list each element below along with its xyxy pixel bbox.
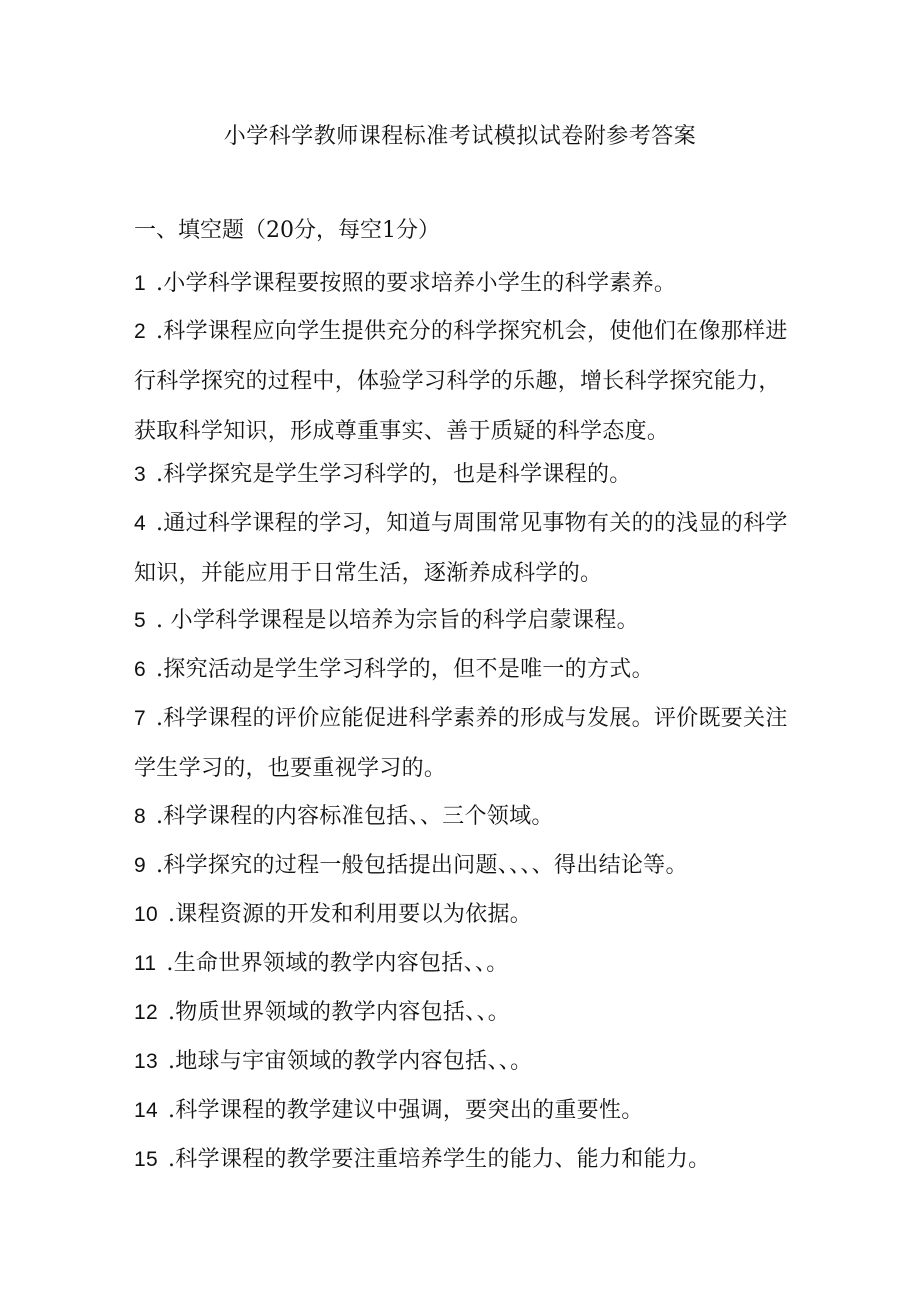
question-item	[134, 596, 794, 646]
question-text: .科学探究是学生学习科学的，也是科学课程的。	[155, 462, 632, 487]
question-number: 1	[134, 272, 146, 295]
question-number: 13	[134, 1050, 158, 1073]
question-item	[134, 259, 794, 309]
question-text: .通过科学课程的学习，知道与周围常见事物有关的的浅显的科学知识，并能应用于日常生活，逐渐养成科学的。	[134, 511, 788, 586]
question-item	[134, 841, 794, 891]
question-number: 5	[134, 609, 146, 632]
question-number: 2	[134, 320, 146, 343]
question-item	[134, 645, 794, 695]
question-number: 3	[134, 463, 146, 486]
question-number: 12	[134, 1001, 158, 1024]
question-item	[134, 890, 794, 940]
question-number: 6	[134, 658, 146, 681]
question-text: .探究活动是学生学习科学的，但不是唯一的方式。	[155, 657, 654, 682]
question-number: 7	[134, 707, 146, 730]
question-text: .科学课程应向学生提供充分的科学探究机会，使他们在像那样进行科学探究的过程中，体验学习科学的乐趣，增长科学探究能力，获取科学知识，形成尊重事实、善于质疑的科学态度。	[134, 319, 788, 444]
question-number: 8	[134, 805, 146, 828]
question-text: .科学探究的过程一般包括提出问题、、、、得出结论等。	[155, 853, 688, 878]
question-text: .小学科学课程要按照的要求培养小学生的科学素养。	[155, 271, 677, 296]
question-number: 4	[134, 512, 146, 535]
question-text: .地球与宇宙领域的教学内容包括、、。	[167, 1049, 533, 1074]
question-item	[134, 694, 794, 794]
question-text: .科学课程的教学建议中强调，要突出的重要性。	[167, 1098, 644, 1123]
question-item	[134, 939, 794, 989]
question-item	[134, 307, 794, 457]
question-text: .物质世界领域的教学内容包括、、。	[167, 1000, 511, 1025]
question-number: 11	[134, 952, 157, 975]
question-number: 9	[134, 854, 146, 877]
question-number: 15	[134, 1148, 158, 1171]
question-item	[134, 792, 794, 842]
document-title: 小学科学教师课程标准考试模拟试卷附参考答案	[223, 124, 697, 149]
question-text: .科学课程的教学要注重培养学生的能力、能力和能力。	[167, 1147, 711, 1172]
question-item	[134, 1135, 794, 1185]
question-item	[134, 499, 794, 599]
question-item	[134, 1037, 794, 1087]
section-heading: 一、填空题（20分，每空1分）	[134, 218, 440, 243]
question-text: .科学课程的评价应能促进科学素养的形成与发展。评价既要关注学生学习的，也要重视学习的。	[134, 706, 788, 781]
question-item	[134, 1086, 794, 1136]
question-text: . 小学科学课程是以培养为宗旨的科学启蒙课程。	[155, 608, 639, 633]
question-number: 10	[134, 903, 158, 926]
question-item	[134, 988, 794, 1038]
question-text: .科学课程的内容标准包括、、三个领域。	[155, 804, 554, 829]
question-number: 14	[134, 1099, 158, 1122]
question-text: .生命世界领域的教学内容包括、、。	[166, 951, 509, 976]
question-text: .课程资源的开发和利用要以为依据。	[167, 902, 533, 927]
question-item	[134, 450, 794, 500]
